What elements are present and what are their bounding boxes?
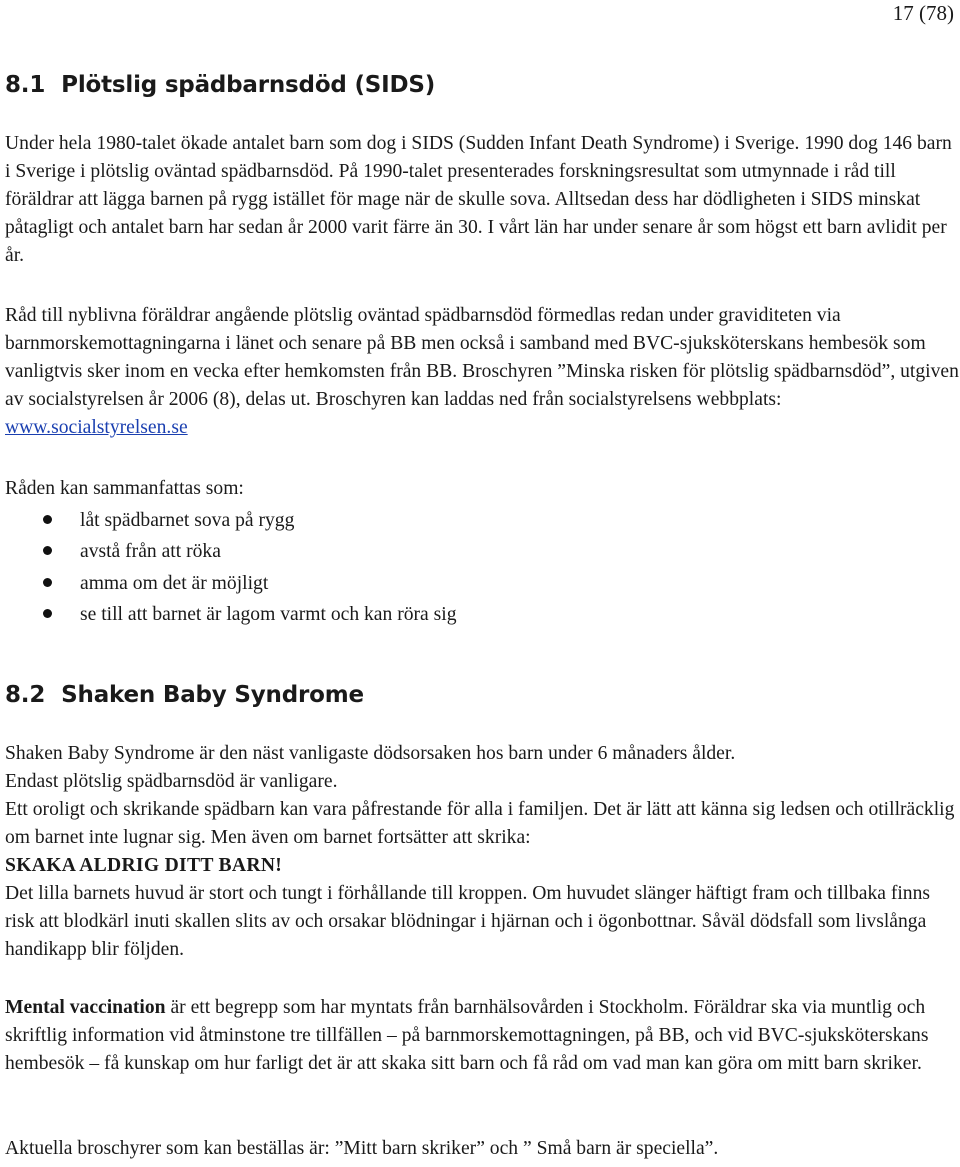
mental-vaccination-text: är ett begrepp som har myntats från barnhälsovården i Stockholm. Föräldrar ska via muntlig och skriftlig information vid åtminstone tre tillfällen – på barnmorskemottagningen, på BB, och vid BVC-sjuksköterskans hembesök – få kunskap om hur farligt det är att skaka sitt barn och få råd om vad man kan göra om mitt barn skriker. bbox=[5, 997, 929, 1074]
page-number: 17 (78) bbox=[892, 1, 954, 25]
list-item-text: amma om det är möjligt bbox=[80, 572, 269, 594]
sbs-paragraph bbox=[5, 740, 960, 964]
sids-advice-paragraph bbox=[5, 302, 960, 442]
sbs-intro-line: Shaken Baby Syndrome är den näst vanligaste dödsorsaken hos barn under 6 månaders ålder. bbox=[5, 743, 736, 764]
list-item-text: låt spädbarnet sova på rygg bbox=[80, 510, 295, 531]
bullet-icon bbox=[43, 515, 52, 524]
warning-text: SKAKA ALDRIG DITT BARN! bbox=[5, 855, 283, 876]
section-heading-sbs bbox=[5, 680, 364, 710]
mental-vaccination-term: Mental vaccination bbox=[5, 997, 166, 1018]
list-item-text: avstå från att röka bbox=[80, 541, 221, 563]
list-item bbox=[5, 536, 457, 567]
sbs-intro-line: Endast plötslig spädbarnsdöd är vanligare. bbox=[5, 771, 338, 792]
list-item bbox=[5, 599, 457, 630]
bullet-icon bbox=[43, 546, 52, 555]
sids-history-paragraph: Under hela 1980-talet ökade antalet barn som dog i SIDS (Sudden Infant Death Syndrome) i Sverige. 1990 dog 146 barn i Sverige i plötslig oväntad spädbarnsdöd. På 1990-talet presenterades forskningsresultat som utmynnade i råd till föräldrar att lägga barnen på rygg istället för mage när de skulle sova. Alltsedan dess har dödligheten i SIDS minskat påtagligt och antalet barn har sedan år 2000 varit färre än 30. I vårt län har under senare år som högst ett barn avlidit per år. bbox=[5, 133, 952, 266]
mental-vaccination-paragraph bbox=[5, 994, 960, 1078]
advice-intro: Råden kan sammanfattas som: bbox=[5, 478, 244, 499]
socialstyrelsen-link[interactable]: www.socialstyrelsen.se bbox=[5, 417, 188, 438]
section-title: Shaken Baby Syndrome bbox=[61, 682, 364, 708]
list-item-text: se till att barnet är lagom varmt och kan röra sig bbox=[80, 603, 457, 625]
bullet-icon bbox=[43, 609, 52, 618]
section-title: Plötslig spädbarnsdöd (SIDS) bbox=[61, 72, 436, 98]
brochures-paragraph: Aktuella broschyrer som kan beställas är: ”Mitt barn skriker” och ” Små barn är speciella”. bbox=[5, 1138, 719, 1159]
list-item bbox=[5, 568, 457, 599]
section-number: 8.2 bbox=[5, 682, 46, 708]
sbs-intro-line: Ett oroligt och skrikande spädbarn kan vara påfrestande för alla i familjen. Det är lätt att känna sig ledsen och otillräcklig om barnet inte lugnar sig. Men även om barnet fortsätter att skrika: bbox=[5, 799, 955, 848]
list-item bbox=[5, 505, 457, 536]
section-heading-sids bbox=[5, 70, 435, 100]
consequence-text: Det lilla barnets huvud är stort och tungt i förhållande till kroppen. Om huvudet slänger häftigt fram och tillbaka finns risk att blodkärl inuti skallen slits av och orsakar blödningar i hjärnan och i ögonbottnar. Såväl dödsfall som livslånga handikapp blir följden. bbox=[5, 883, 931, 960]
bullet-icon bbox=[43, 578, 52, 587]
advice-paragraph-text: Råd till nyblivna föräldrar angående plötslig oväntad spädbarnsdöd förmedlas redan under graviditeten via barnmorskemottagningarna i länet och senare på BB men också i samband med BVC-sjuksköterskans hembesök som vanligtvis sker inom en vecka efter hemkomsten från BB. Broschyren ”Minska risken för plötslig spädbarnsdöd”, utgiven av socialstyrelsen år 2006 (8), delas ut. Broschyren kan laddas ned från socialstyrelsens webbplats: bbox=[5, 305, 959, 410]
section-number: 8.1 bbox=[5, 72, 46, 98]
advice-list bbox=[5, 505, 457, 630]
